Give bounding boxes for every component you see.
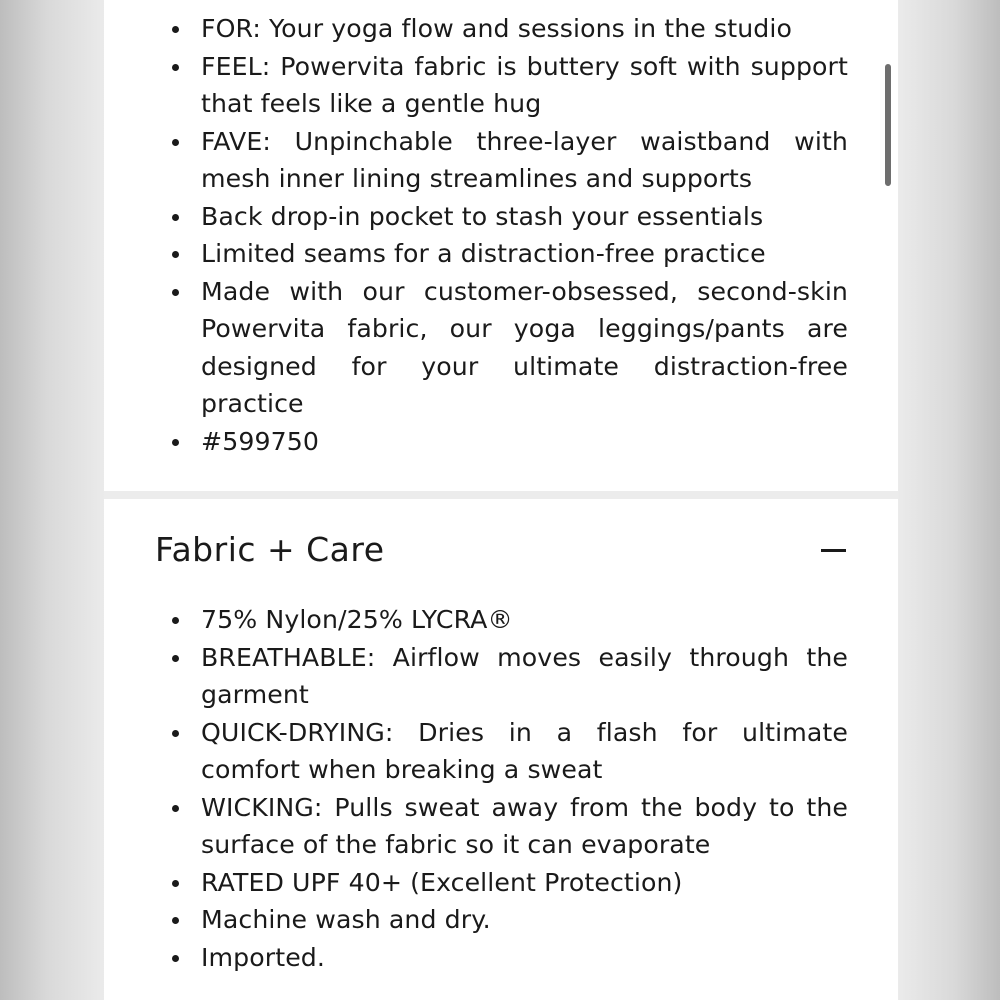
fabric-care-heading: Fabric + Care xyxy=(155,530,385,569)
style-number-item: #599750 xyxy=(168,423,848,461)
product-details-panel xyxy=(104,0,898,1000)
minus-icon xyxy=(821,549,846,552)
fabric-care-list xyxy=(168,601,848,976)
feature-item: Made with our customer-obsessed, second-skin Powervita fabric, our yoga leggings/pants are designed for your ultimate distraction-free practice xyxy=(168,273,848,423)
care-item: BREATHABLE: Airflow moves easily through the garment xyxy=(168,639,848,714)
feature-item: FOR: Your yoga flow and sessions in the studio xyxy=(168,10,848,48)
care-item: QUICK-DRYING: Dries in a flash for ultimate comfort when breaking a sweat xyxy=(168,714,848,789)
feature-item: Back drop-in pocket to stash your essentials xyxy=(168,198,848,236)
feature-item: Limited seams for a distraction-free practice xyxy=(168,235,848,273)
care-item: Machine wash and dry. xyxy=(168,901,848,939)
care-item: 75% Nylon/25% LYCRA® xyxy=(168,601,848,639)
feature-item: FEEL: Powervita fabric is buttery soft with support that feels like a gentle hug xyxy=(168,48,848,123)
product-features-list xyxy=(168,10,848,460)
care-item: RATED UPF 40+ (Excellent Protection) xyxy=(168,864,848,902)
section-divider xyxy=(104,491,898,499)
care-item: WICKING: Pulls sweat away from the body to the surface of the fabric so it can evaporate xyxy=(168,789,848,864)
feature-item: FAVE: Unpinchable three-layer waistband with mesh inner lining streamlines and supports xyxy=(168,123,848,198)
right-backdrop xyxy=(898,0,1000,1000)
care-item: Imported. xyxy=(168,939,848,977)
fabric-care-collapse-button[interactable] xyxy=(816,536,852,566)
scrollbar-thumb[interactable] xyxy=(885,64,891,186)
left-backdrop xyxy=(0,0,105,1000)
